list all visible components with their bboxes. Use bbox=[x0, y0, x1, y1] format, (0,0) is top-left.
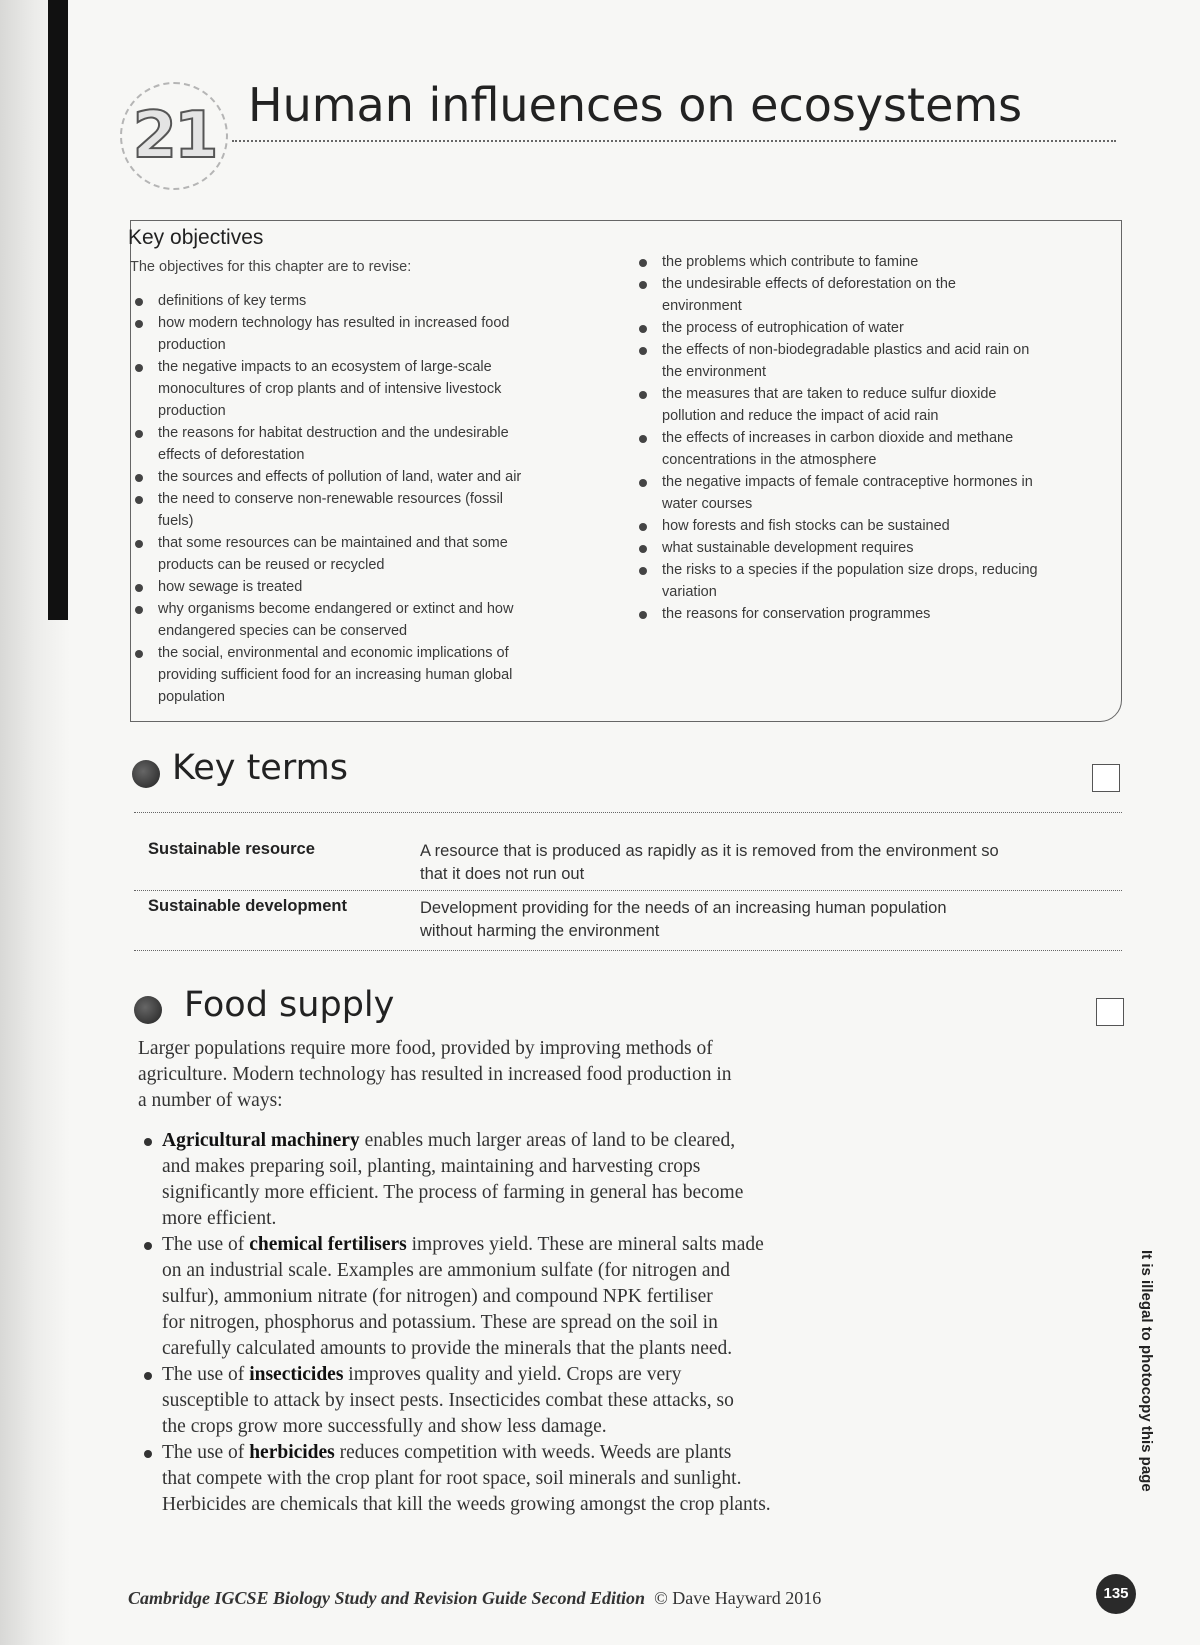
bullet-icon bbox=[144, 1450, 152, 1458]
objective-item bbox=[130, 488, 610, 532]
objective-item bbox=[634, 471, 1110, 515]
objective-item bbox=[634, 603, 1110, 625]
objective-item bbox=[634, 317, 1110, 339]
bullet-icon bbox=[135, 474, 143, 482]
objective-line: how modern technology has resulted in increased food bbox=[158, 315, 510, 331]
objective-item bbox=[634, 339, 1110, 383]
objective-line: production bbox=[158, 403, 226, 419]
bullet-icon bbox=[639, 611, 647, 619]
bullet-icon bbox=[135, 606, 143, 614]
objectives-list-left bbox=[130, 290, 610, 708]
bullet-icon bbox=[639, 281, 647, 289]
objective-line: products can be reused or recycled bbox=[158, 557, 385, 573]
bullet-icon bbox=[144, 1138, 152, 1146]
page-number: 135 bbox=[1096, 1574, 1136, 1614]
objective-item bbox=[634, 537, 1110, 559]
food-method-item: The use of herbicides reduces competition with weeds. Weeds are plants that compete with the crop plant for root space, soil minerals and sunlight. Herbicides are chemicals that kill the weeds growing amongst the crop plants. bbox=[138, 1440, 898, 1518]
objective-line: environment bbox=[662, 298, 742, 314]
food-method-item: Agricultural machinery enables much larger areas of land to be cleared, and makes preparing soil, planting, maintaining and harvesting crops significantly more efficient. The process of farming in general has become more efficient. bbox=[138, 1128, 898, 1232]
objective-line: pollution and reduce the impact of acid rain bbox=[662, 408, 939, 424]
bullet-icon bbox=[135, 430, 143, 438]
bullet-icon bbox=[639, 479, 647, 487]
term-sustainable-development: Sustainable development bbox=[148, 897, 347, 915]
objective-line: production bbox=[158, 337, 226, 353]
key-objectives-title: Key objectives bbox=[128, 226, 264, 249]
term-sustainable-development-definition: Development providing for the needs of an increasing human population without harming the environment bbox=[420, 899, 947, 940]
chapter-number: 21 bbox=[132, 99, 216, 173]
key-terms-rule-bottom bbox=[134, 950, 1122, 951]
objective-line: the sources and effects of pollution of land, water and air bbox=[158, 469, 522, 485]
objective-line: endangered species can be conserved bbox=[158, 623, 408, 639]
objective-item bbox=[634, 427, 1110, 471]
objective-line: effects of deforestation bbox=[158, 447, 305, 463]
footer-book-title: Cambridge IGCSE Biology Study and Revision Guide Second Edition bbox=[128, 1588, 646, 1608]
objective-line: water courses bbox=[662, 496, 753, 512]
food-method-term: herbicides bbox=[249, 1442, 335, 1463]
bullet-icon bbox=[135, 298, 143, 306]
bullet-icon bbox=[639, 259, 647, 267]
footer bbox=[128, 1588, 821, 1609]
bullet-icon bbox=[144, 1372, 152, 1380]
chapter-title: Human influences on ecosystems bbox=[248, 78, 1023, 132]
objective-line: the effects of non-biodegradable plastics and acid rain on bbox=[662, 342, 1030, 358]
bullet-icon bbox=[135, 320, 143, 328]
bullet-icon bbox=[135, 650, 143, 658]
objective-line: the undesirable effects of deforestation on the bbox=[662, 276, 956, 292]
food-method-term: chemical fertilisers bbox=[249, 1234, 407, 1255]
food-method-term: insecticides bbox=[249, 1364, 344, 1385]
objective-item bbox=[634, 383, 1110, 427]
food-method-item: The use of chemical fertilisers improves yield. These are mineral salts made on an industrial scale. Examples are ammonium sulfate (for nitrogen and sulfur), ammonium nitrate (for nitrogen) and compound NPK fertiliser for nitrogen, phosphorus and potassium. These are spread on the soil in carefully calculated amounts to provide the minerals that the plants need. bbox=[138, 1232, 898, 1362]
objective-line: the reasons for habitat destruction and the undesirable bbox=[158, 425, 509, 441]
objective-item bbox=[130, 312, 610, 356]
objective-line: variation bbox=[662, 584, 717, 600]
bullet-icon bbox=[135, 584, 143, 592]
objective-line: the problems which contribute to famine bbox=[662, 254, 919, 270]
food-supply-intro: Larger populations require more food, provided by improving methods of agriculture. Modern technology has resulted in increased food production in a number of ways: bbox=[138, 1038, 732, 1111]
objective-line: what sustainable development requires bbox=[662, 540, 914, 556]
food-method-item: The use of insecticides improves quality and yield. Crops are very susceptible to attack by insect pests. Insecticides combat these attacks, so the crops grow more successfully and show less damage. bbox=[138, 1362, 898, 1440]
title-rule bbox=[232, 140, 1116, 142]
bullet-icon bbox=[639, 523, 647, 531]
key-terms-heading: Key terms bbox=[172, 748, 348, 788]
bullet-icon bbox=[135, 496, 143, 504]
objective-line: concentrations in the atmosphere bbox=[662, 452, 877, 468]
objective-line: the risks to a species if the population size drops, reducing bbox=[662, 562, 1038, 578]
bullet-icon bbox=[639, 567, 647, 575]
objective-item bbox=[130, 466, 610, 488]
food-method-term: Agricultural machinery bbox=[162, 1130, 360, 1151]
objective-line: how forests and fish stocks can be sustained bbox=[662, 518, 950, 534]
objective-line: the process of eutrophication of water bbox=[662, 320, 904, 336]
objectives-list-right bbox=[634, 251, 1110, 625]
objective-line: the reasons for conservation programmes bbox=[662, 606, 931, 622]
objective-item bbox=[130, 290, 610, 312]
objective-item bbox=[130, 598, 610, 642]
objective-line: that some resources can be maintained and that some bbox=[158, 535, 508, 551]
term-sustainable-resource: Sustainable resource bbox=[148, 840, 315, 858]
objective-line: providing sufficient food for an increasing human global bbox=[158, 667, 513, 683]
objective-line: definitions of key terms bbox=[158, 293, 307, 309]
objective-item bbox=[130, 422, 610, 466]
objective-item bbox=[634, 251, 1110, 273]
food-supply-bullet-icon bbox=[134, 996, 162, 1024]
objective-line: monocultures of crop plants and of intensive livestock bbox=[158, 381, 502, 397]
objective-line: how sewage is treated bbox=[158, 579, 303, 595]
key-terms-rule-top bbox=[134, 812, 1122, 813]
footer-copyright: © Dave Hayward 2016 bbox=[654, 1588, 822, 1608]
key-terms-rule-middle bbox=[134, 890, 1122, 891]
objective-item bbox=[634, 515, 1110, 537]
chapter-badge bbox=[120, 82, 228, 190]
binding-shadow bbox=[48, 0, 68, 620]
bullet-icon bbox=[135, 540, 143, 548]
term-sustainable-resource-definition: A resource that is produced as rapidly as it is removed from the environment so that it does not run out bbox=[420, 842, 999, 883]
photocopy-notice: It is illegal to photocopy this page bbox=[1138, 1250, 1155, 1492]
key-terms-bullet-icon bbox=[132, 760, 160, 788]
objective-item bbox=[130, 642, 610, 708]
bullet-icon bbox=[639, 347, 647, 355]
food-supply-checkbox[interactable] bbox=[1096, 998, 1124, 1026]
food-supply-list bbox=[138, 1128, 898, 1518]
objective-line: the measures that are taken to reduce sulfur dioxide bbox=[662, 386, 997, 402]
objective-line: population bbox=[158, 689, 225, 705]
key-objectives-intro: The objectives for this chapter are to revise: bbox=[130, 259, 412, 275]
objective-item bbox=[130, 356, 610, 422]
objective-item bbox=[634, 559, 1110, 603]
objective-item bbox=[130, 576, 610, 598]
food-supply-heading: Food supply bbox=[184, 985, 395, 1025]
objective-line: the environment bbox=[662, 364, 766, 380]
objective-line: the negative impacts to an ecosystem of large-scale bbox=[158, 359, 492, 375]
objective-line: fuels) bbox=[158, 513, 194, 529]
bullet-icon bbox=[639, 391, 647, 399]
objective-line: the need to conserve non-renewable resources (fossil bbox=[158, 491, 503, 507]
objective-line: the social, environmental and economic implications of bbox=[158, 645, 509, 661]
objective-line: the effects of increases in carbon dioxide and methane bbox=[662, 430, 1014, 446]
objective-item bbox=[130, 532, 610, 576]
objective-item bbox=[634, 273, 1110, 317]
bullet-icon bbox=[135, 364, 143, 372]
objective-line: why organisms become endangered or extinct and how bbox=[158, 601, 514, 617]
bullet-icon bbox=[144, 1242, 152, 1250]
bullet-icon bbox=[639, 325, 647, 333]
bullet-icon bbox=[639, 435, 647, 443]
objective-line: the negative impacts of female contraceptive hormones in bbox=[662, 474, 1033, 490]
key-terms-checkbox[interactable] bbox=[1092, 764, 1120, 792]
bullet-icon bbox=[639, 545, 647, 553]
